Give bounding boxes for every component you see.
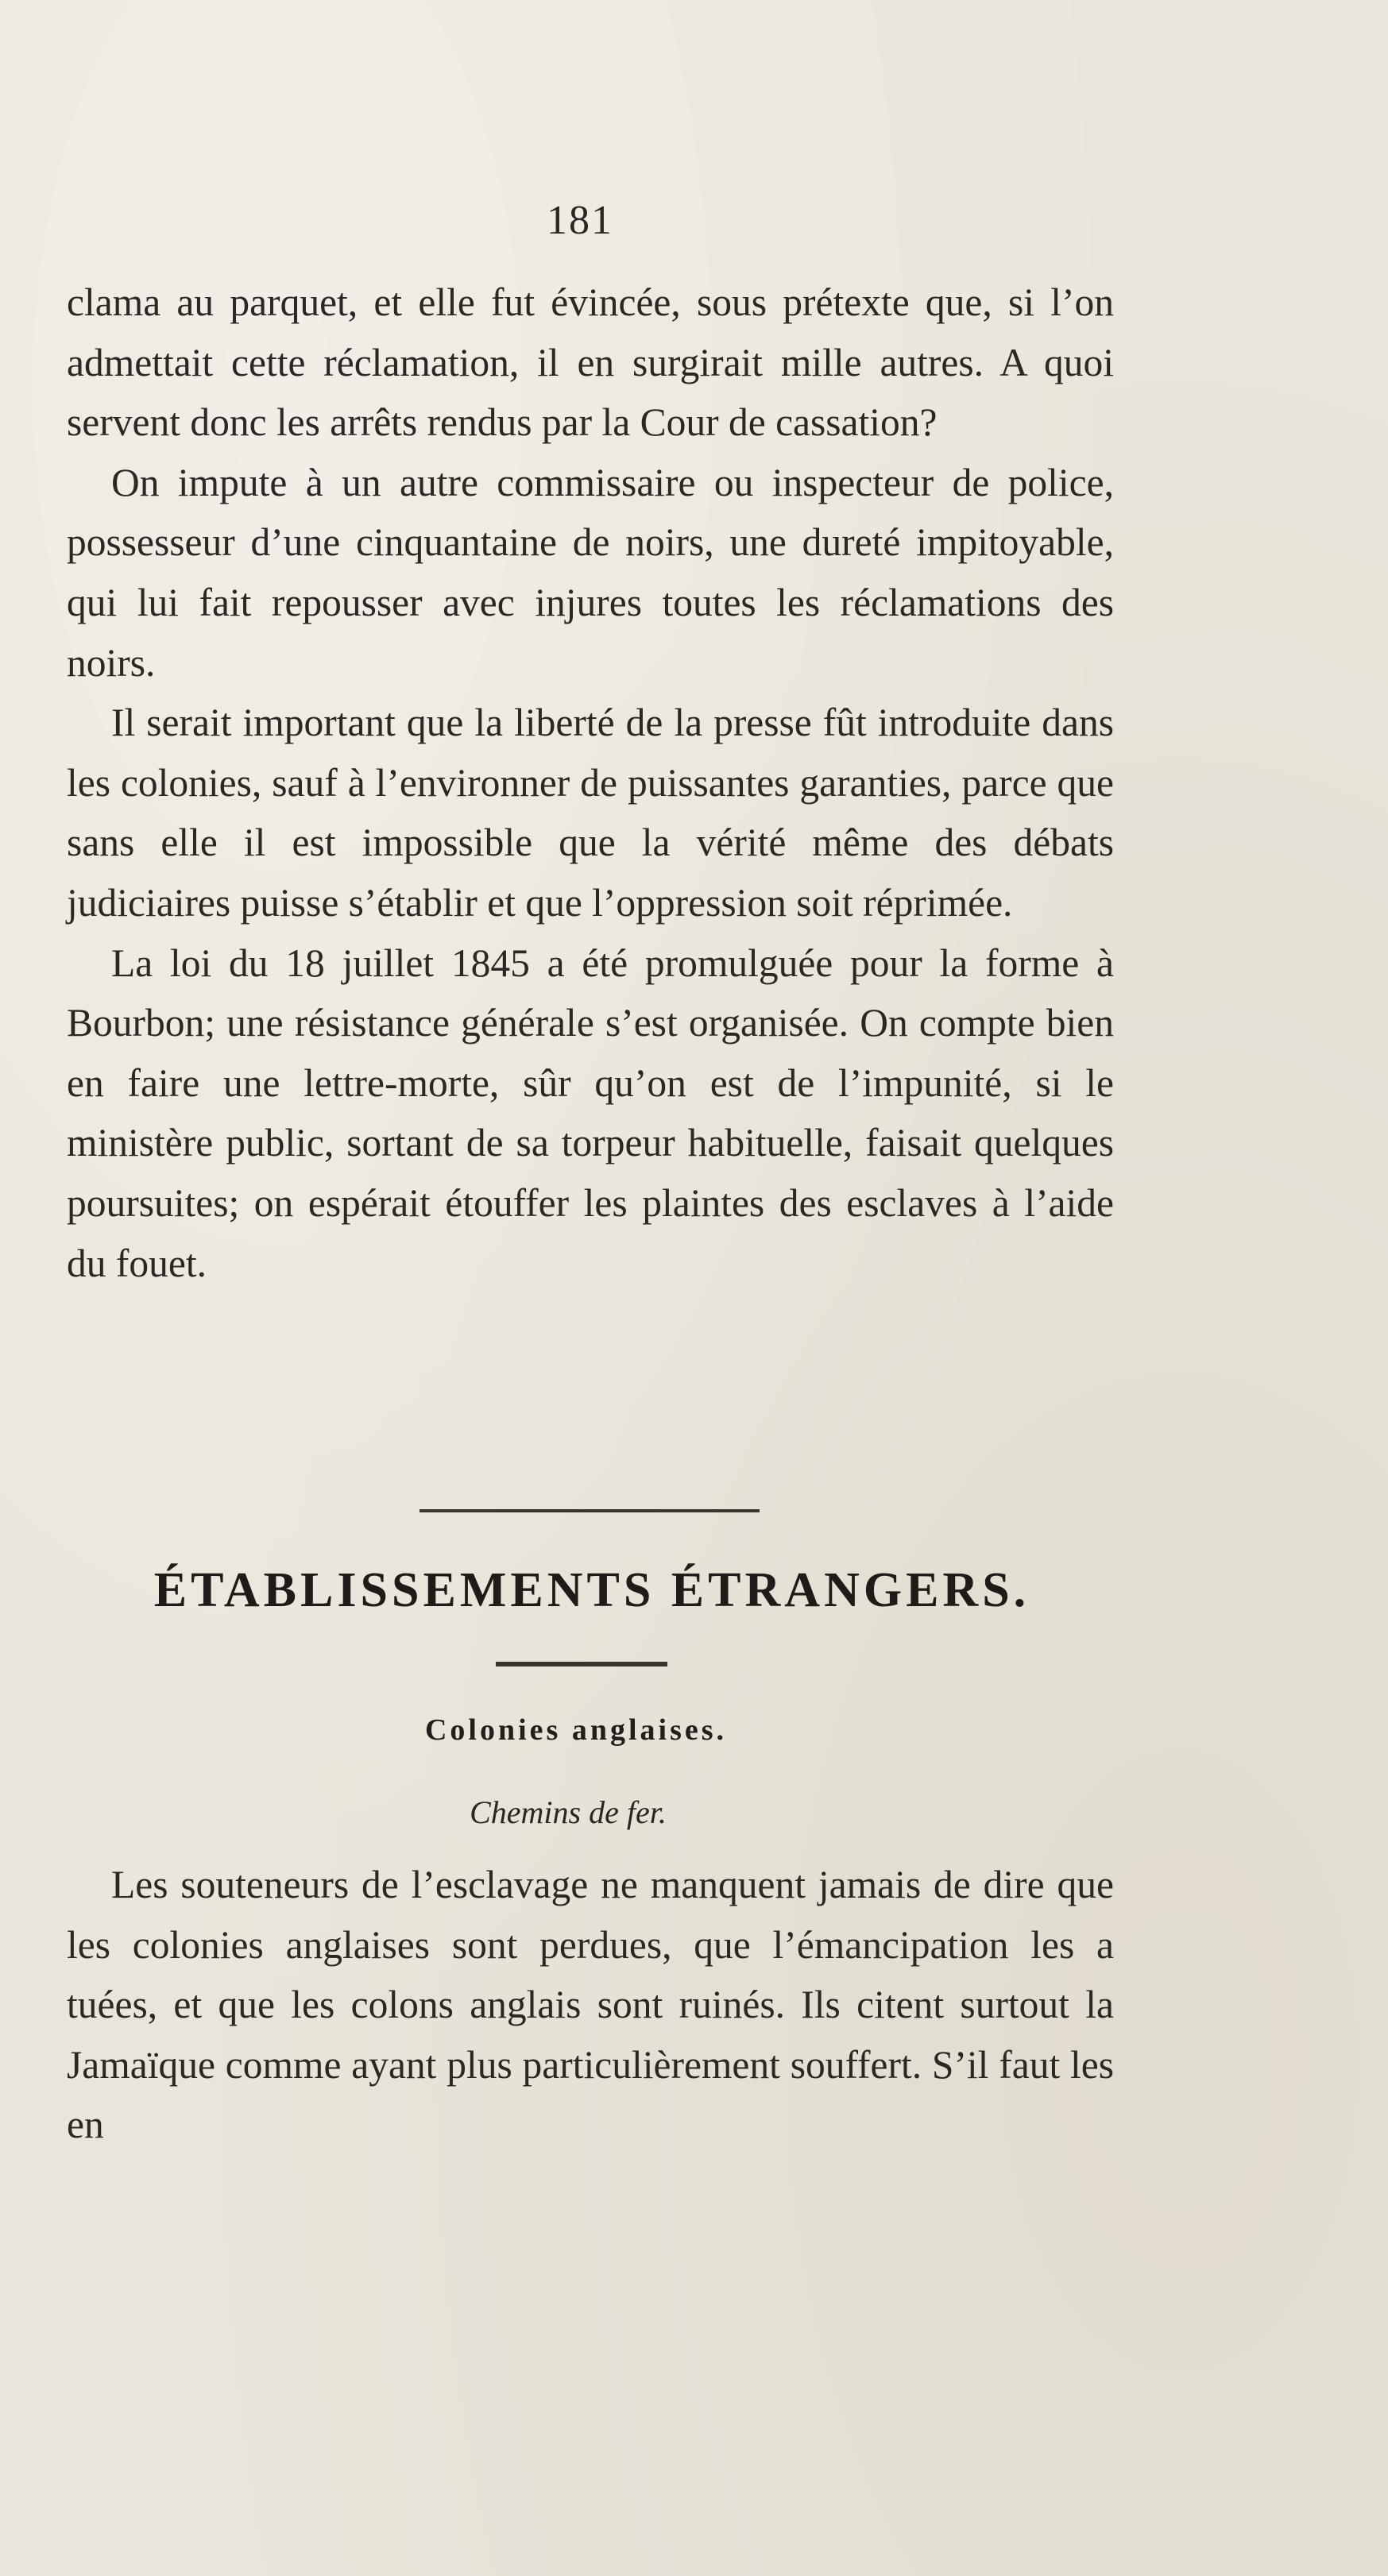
paragraph-souteneurs: Les souteneurs de l’esclavage ne manquent jamais de dire que les colonies anglaises sont perdues, que l’émancipation les a tuées, et que les colons anglais sont ruinés. Ils citent surtout la Jamaïque comme ayant plus particulièrement souffert. S’il faut les en <box>67 1863 1114 2147</box>
section-title: ÉTABLISSEMENTS ÉTRANGERS. <box>153 1563 1030 1617</box>
body-text <box>67 272 1114 1293</box>
section-divider <box>419 1509 760 1512</box>
paragraph-continuation: clama au parquet, et elle fut évincée, sous prétexte que, si l’on admettait cette réclamation, il en surgirait mille autres. A quoi servent donc les arrêts rendus par la Cour de cassation? <box>67 280 1114 445</box>
section-text <box>67 1855 1114 2155</box>
section-subsubtitle: Chemins de fer. <box>470 1794 667 1830</box>
paragraph-loi-1845: La loi du 18 juillet 1845 a été promulguée pour la forme à Bourbon; une résistance générale s’est organisée. On compte bien en faire une lettre-morte, sûr qu’on est de l’impunité, si le ministère public, sortant de sa torpeur habituelle, faisait quelques poursuites; on espérait étouffer les plaintes des esclaves à l’aide du fouet. <box>67 940 1114 1285</box>
paragraph-liberte-presse: Il serait important que la liberté de la presse fût introduite dans les colonies, sauf à l’environner de puissantes garanties, parce que sans elle il est impossible que la vérité même des débats judiciaires puisse s’établir et que l’oppression soit réprimée. <box>67 701 1114 925</box>
page-number: 181 <box>547 198 613 243</box>
paragraph-commissaire: On impute à un autre commissaire ou inspecteur de police, possesseur d’une cinquantaine de noirs, une dureté impitoyable, qui lui fait repousser avec injures toutes les réclamations des noirs. <box>67 460 1114 685</box>
title-underline <box>496 1662 667 1666</box>
section-subtitle: Colonies anglaises. <box>424 1713 728 1747</box>
